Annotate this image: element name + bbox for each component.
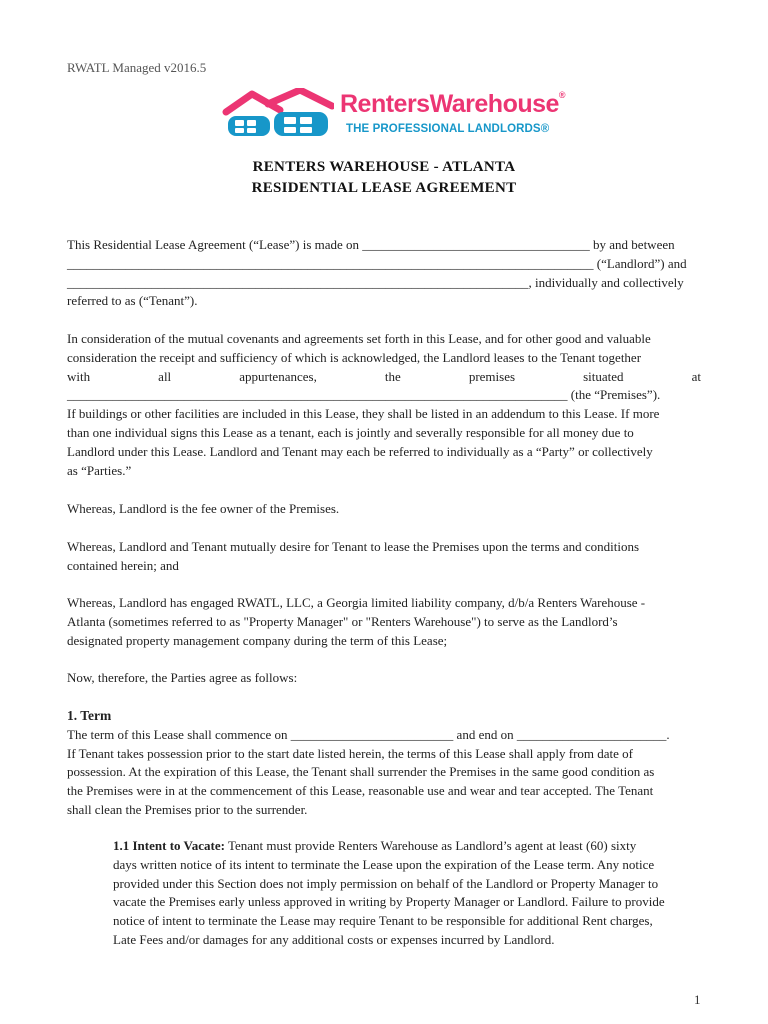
agreement-line: Now, therefore, the Parties agree as follows: [67, 670, 298, 685]
whereas-line: Atlanta (sometimes referred to as "Property Manager" or "Renters Warehouse") to serve as the Landlord’s [67, 613, 618, 629]
brand-name-warehouse: Warehouse [429, 90, 559, 118]
spread-word: the [384, 368, 401, 384]
consideration-line: If buildings or other facilities are included in this Lease, they shall be listed in an addendum to this Lease. If more [67, 406, 660, 422]
house-logo-icon [222, 88, 334, 140]
spread-word: with [67, 368, 91, 384]
document-title-line1: RENTERS WAREHOUSE - ATLANTA [252, 159, 516, 175]
document-title-line2: RESIDENTIAL LEASE AGREEMENT [251, 180, 517, 196]
section-line: If Tenant takes possession prior to the start date listed herein, the terms of this Lease shall apply from date of [67, 745, 634, 761]
consideration-line: as “Parties.” [67, 462, 132, 478]
consideration-line: In consideration of the mutual covenants and agreements set forth in this Lease, and for other good and valuable [67, 331, 651, 346]
intro-line: referred to as (“Tenant”). [67, 293, 198, 309]
section-line: possession. At the expiration of this Lease, the Tenant shall surrender the Premises in the same good condition as [67, 764, 655, 780]
subsection-line: days written notice of its intent to terminate the Lease upon the expiration of the Lease term. Any notice [113, 856, 655, 872]
subsection-text: Tenant must provide Renters Warehouse as Landlord’s agent at least (60) sixty [224, 838, 637, 853]
intro-line: _______________________________________________________________________, individually and collectively [67, 274, 684, 290]
spread-word: situated [583, 368, 624, 384]
intro-paragraph [67, 236, 701, 311]
subsection-line: vacate the Premises early unless approved in writing by Property Manager or Landlord. Failure to provide [113, 894, 665, 910]
subsection-first-line [113, 837, 701, 856]
agreement-statement [67, 669, 701, 688]
registered-mark: ® [558, 90, 566, 100]
section-line: shall clean the Premises prior to the surrender. [67, 801, 308, 817]
brand-name [340, 90, 565, 119]
consideration-paragraph [67, 330, 701, 480]
consideration-line: consideration the receipt and sufficiency of which is acknowledged, the Landlord leases to the Tenant together [67, 349, 642, 365]
brand-tagline: THE PROFESSIONAL LANDLORDS® [346, 123, 550, 135]
whereas-line: designated property management company during the term of this Lease; [67, 632, 448, 648]
section-intent-to-vacate [113, 837, 701, 950]
brand-name-renters: Renters [340, 90, 430, 118]
whereas-lease-paragraph [67, 538, 701, 576]
spread-word: premises [468, 368, 516, 384]
consideration-line: _____________________________________________________________________________ (the “Premises”). [67, 387, 661, 403]
spread-word: all [158, 368, 172, 384]
subsection-line: provided under this Section does not imply permission on behalf of the Landlord or Property Manager to [113, 875, 659, 891]
subsection-line: Late Fees and/or damages for any additional costs or expenses incurred by Landlord. [113, 931, 555, 947]
section-line: the Premises were in at the commencement of this Lease, reasonable use and wear and tear accepted. The Tenant [67, 783, 654, 799]
subsection-label: 1.1 Intent to Vacate: [113, 838, 225, 853]
spread-word: appurtenances, [239, 368, 317, 384]
page-number: 1 [694, 992, 701, 1007]
whereas-manager-paragraph [67, 594, 701, 650]
consideration-line-spread [67, 368, 701, 387]
section-term [67, 707, 701, 820]
whereas-line: Whereas, Landlord and Tenant mutually desire for Tenant to lease the Premises upon the terms and conditions [67, 539, 640, 554]
whereas-line: Whereas, Landlord has engaged RWATL, LLC, a Georgia limited liability company, d/b/a Renters Warehouse - [67, 595, 646, 610]
whereas-line: Whereas, Landlord is the fee owner of the Premises. [67, 501, 340, 516]
version-label: RWATL Managed v2016.5 [67, 60, 207, 75]
company-logo [222, 88, 566, 140]
whereas-owner-paragraph [67, 500, 701, 519]
whereas-line: contained herein; and [67, 557, 179, 573]
consideration-line: than one individual signs this Lease as a tenant, each is jointly and severally responsible for all money due to [67, 424, 634, 440]
intro-line: This Residential Lease Agreement (“Lease”) is made on ___________________________________ by and between [67, 237, 675, 252]
section-line: The term of this Lease shall commence on _________________________ and end on _______________________. [67, 726, 670, 742]
section-heading: 1. Term [67, 708, 112, 723]
subsection-line: notice of intent to terminate the Lease may require Tenant to be responsible for additional Rent charges, [113, 913, 653, 929]
consideration-line: Landlord under this Lease. Landlord and Tenant may each be referred to individually as a “Party” or collectively [67, 443, 653, 459]
spread-word: at [691, 368, 701, 384]
intro-line: _________________________________________________________________________________ (“Landlord”) and [67, 255, 687, 271]
